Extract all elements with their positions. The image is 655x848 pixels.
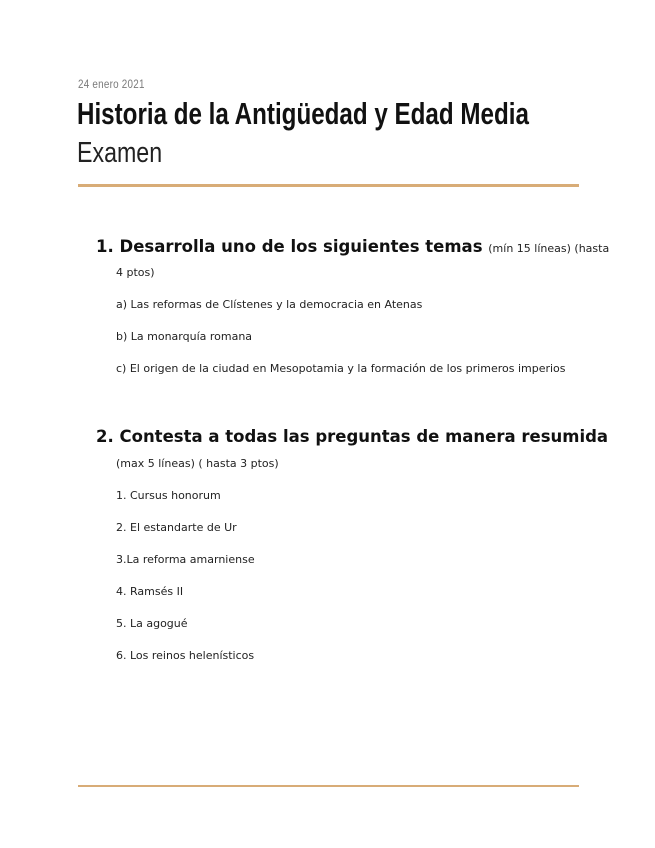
question-2-title: 2. Contesta a todas las preguntas de manera resumida: [96, 427, 609, 446]
document-title: Historia de la Antigüedad y Edad Media: [77, 96, 529, 131]
document-subtitle: Examen: [77, 137, 163, 169]
question-2-item-3: 3.La reforma amarniense: [116, 553, 255, 566]
question-2-heading: [96, 427, 609, 446]
footer-divider: [78, 785, 579, 787]
question-1-title: 1. Desarrolla uno de los siguientes temas: [96, 237, 483, 256]
question-2-item-1: 1. Cursus honorum: [116, 489, 221, 502]
question-1-option-b: b) La monarquía romana: [116, 330, 253, 343]
question-2-item-5: 5. La agogué: [116, 617, 188, 630]
question-2-item-2: 2. El estandarte de Ur: [116, 521, 237, 534]
question-1-note-continued: 4 ptos): [116, 266, 155, 279]
question-2-item-4: 4. Ramsés II: [116, 585, 184, 598]
document-date: 24 enero 2021: [78, 77, 145, 91]
question-1-note: (mín 15 líneas) (hasta: [488, 242, 610, 255]
question-2-item-6: 6. Los reinos helenísticos: [116, 649, 255, 662]
question-2-note: (max 5 líneas) ( hasta 3 ptos): [116, 457, 279, 470]
question-1-option-c: c) El origen de la ciudad en Mesopotamia y la formación de los primeros imperios: [116, 362, 566, 375]
header-divider: [78, 184, 579, 187]
question-1-heading: [96, 237, 610, 256]
question-1-option-a: a) Las reformas de Clístenes y la democracia en Atenas: [116, 298, 423, 311]
